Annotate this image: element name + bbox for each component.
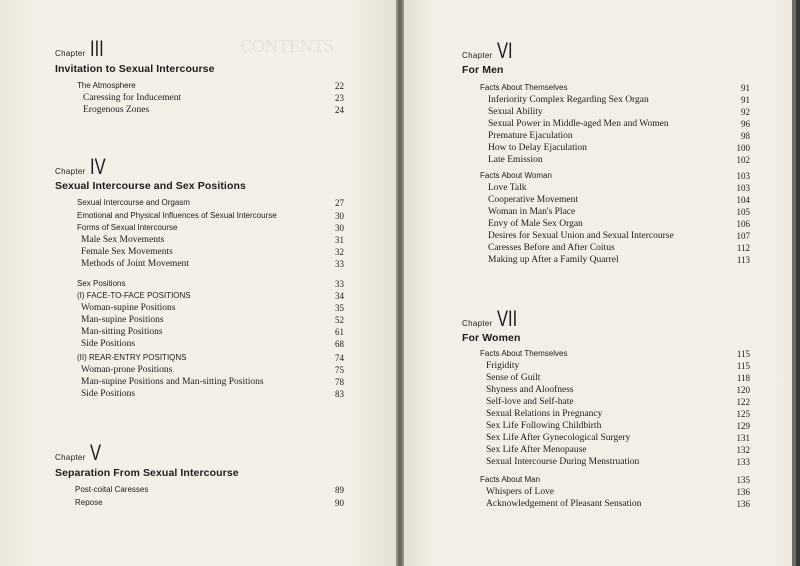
toc-entry: Man-sitting Positions bbox=[81, 327, 163, 337]
toc-page-number: 75 bbox=[335, 365, 344, 375]
chapter-3-heading bbox=[55, 36, 108, 62]
toc-entry: Sexual Intercourse During Menstruation bbox=[486, 457, 640, 467]
toc-entry: Premature Ejaculation bbox=[488, 131, 573, 141]
toc-page-number: 113 bbox=[736, 255, 750, 265]
toc-entry: Acknowledgement of Pleasant Sensation bbox=[486, 499, 642, 509]
toc-entry: Male Sex Movements bbox=[81, 235, 165, 245]
chapter-5-heading bbox=[55, 440, 104, 466]
toc-entry: Post-coital Caresses bbox=[75, 485, 149, 494]
chapter-6-heading bbox=[462, 38, 517, 64]
toc-entry: Caresses Before and After Coitus bbox=[488, 243, 615, 253]
toc-page-number: 132 bbox=[736, 445, 750, 455]
toc-entry: Sex Positions bbox=[77, 279, 126, 288]
toc-page-number: 102 bbox=[736, 155, 750, 165]
toc-page-number: 92 bbox=[741, 107, 750, 117]
toc-entry: The Atmosphere bbox=[77, 81, 136, 90]
chapter-word: Chapter bbox=[55, 49, 86, 58]
toc-entry: Late Emission bbox=[488, 155, 543, 165]
chapter-word: Chapter bbox=[55, 167, 86, 176]
toc-entry: Sex Life After Gynecological Surgery bbox=[486, 433, 631, 443]
toc-entry: Female Sex Movements bbox=[81, 247, 173, 257]
toc-entry: Cooperative Movement bbox=[488, 195, 578, 205]
toc-page-number: 31 bbox=[335, 235, 344, 245]
toc-page-number: 89 bbox=[335, 485, 344, 495]
toc-page-number: 98 bbox=[741, 131, 750, 141]
toc-page-number: 27 bbox=[335, 198, 344, 208]
toc-page-number: 61 bbox=[335, 327, 344, 337]
toc-page-number: 104 bbox=[736, 195, 750, 205]
toc-entry: Envy of Male Sex Organ bbox=[488, 219, 583, 229]
toc-entry: Woman-prone Positions bbox=[81, 365, 173, 375]
toc-page-number: 83 bbox=[335, 389, 344, 399]
toc-entry: Sexual Ability bbox=[488, 107, 543, 117]
toc-entry: (I) FACE-TO-FACE POSITIONS bbox=[77, 291, 191, 300]
toc-entry: Sex Life Following Childbirth bbox=[486, 421, 602, 431]
toc-entry: Erogenous Zones bbox=[83, 105, 150, 115]
bleed-through-text: CONTENTS bbox=[240, 36, 334, 56]
toc-page-number: 74 bbox=[335, 353, 344, 363]
toc-entry: Emotional and Physical Influences of Sexual Intercourse bbox=[77, 211, 277, 220]
toc-page-number: 91 bbox=[741, 83, 750, 93]
chapter-word: Chapter bbox=[55, 453, 86, 462]
toc-page-number: 136 bbox=[736, 499, 750, 509]
toc-page-number: 136 bbox=[736, 487, 750, 497]
toc-entry: Woman in Man's Place bbox=[488, 207, 576, 217]
toc-entry: Forms of Sexual Intercourse bbox=[77, 223, 178, 232]
chapter-number: VII bbox=[496, 306, 517, 331]
chapter-word: Chapter bbox=[462, 319, 493, 328]
toc-entry: Methods of Joint Movement bbox=[81, 259, 189, 269]
toc-entry: Inferiority Complex Regarding Sex Organ bbox=[488, 95, 649, 105]
chapter-7-heading bbox=[462, 306, 523, 332]
chapter-number: V bbox=[89, 440, 101, 465]
toc-page-number: 23 bbox=[335, 93, 344, 103]
chapter-3-title: Invitation to Sexual Intercourse bbox=[55, 63, 215, 75]
toc-entry: Facts About Themselves bbox=[480, 83, 568, 92]
toc-entry: Caressing for Inducement bbox=[83, 93, 182, 103]
toc-page-number: 22 bbox=[335, 81, 344, 91]
toc-page-number: 129 bbox=[736, 421, 750, 431]
toc-page-number: 90 bbox=[335, 498, 344, 508]
toc-entry: Sex Life After Menopause bbox=[486, 445, 587, 455]
toc-page-number: 133 bbox=[736, 457, 750, 467]
toc-entry: Shyness and Aloofness bbox=[486, 385, 574, 395]
toc-entry: Sexual Relations in Pregnancy bbox=[486, 409, 603, 419]
toc-entry: Woman-supine Positions bbox=[81, 303, 176, 313]
chapter-number: VI bbox=[496, 38, 513, 63]
toc-page-number: 103 bbox=[736, 183, 750, 193]
toc-page-number: 30 bbox=[335, 223, 344, 233]
toc-page-number: 78 bbox=[335, 377, 344, 387]
chapter-number: IV bbox=[89, 154, 106, 179]
chapter-word: Chapter bbox=[462, 51, 493, 60]
toc-entry: Facts About Woman bbox=[480, 171, 552, 180]
toc-page-number: 32 bbox=[335, 247, 344, 257]
toc-page-number: 115 bbox=[736, 361, 750, 371]
toc-page-number: 105 bbox=[736, 207, 750, 217]
toc-page-number: 100 bbox=[736, 143, 750, 153]
chapter-number: III bbox=[89, 36, 104, 61]
toc-page-number: 24 bbox=[335, 105, 344, 115]
toc-entry: Side Positions bbox=[81, 339, 136, 349]
toc-page-number: 106 bbox=[736, 219, 750, 229]
toc-page-number: 135 bbox=[736, 475, 750, 485]
toc-page-number: 96 bbox=[741, 119, 750, 129]
toc-entry: Sexual Power in Middle-aged Men and Women bbox=[488, 119, 669, 129]
toc-page-number: 35 bbox=[335, 303, 344, 313]
toc-entry: Self-love and Self-hate bbox=[486, 397, 574, 407]
toc-entry: Frigidity bbox=[486, 361, 520, 371]
chapter-4-title: Sexual Intercourse and Sex Positions bbox=[55, 180, 246, 192]
toc-page-number: 34 bbox=[335, 291, 344, 301]
toc-entry: How to Delay Ejaculation bbox=[488, 143, 587, 153]
toc-page-number: 30 bbox=[335, 211, 344, 221]
toc-page-number: 122 bbox=[736, 397, 750, 407]
toc-entry: Side Positions bbox=[81, 389, 136, 399]
toc-entry: Repose bbox=[75, 498, 103, 507]
toc-entry: Facts About Man bbox=[480, 475, 541, 484]
left-page bbox=[0, 0, 396, 566]
toc-page-number: 120 bbox=[736, 385, 750, 395]
toc-entry: Sexual Intercourse and Orgasm bbox=[77, 198, 190, 207]
toc-page-number: 118 bbox=[736, 373, 750, 383]
toc-page-number: 91 bbox=[741, 95, 750, 105]
toc-entry: Man-supine Positions and Man-sitting Positions bbox=[81, 377, 264, 387]
chapter-7-title: For Women bbox=[462, 332, 521, 344]
book-gutter bbox=[396, 0, 404, 566]
toc-entry: Love Talk bbox=[488, 183, 527, 193]
toc-page-number: 112 bbox=[736, 243, 750, 253]
toc-entry: Man-supine Positions bbox=[81, 315, 164, 325]
toc-page-number: 68 bbox=[335, 339, 344, 349]
toc-entry: Making up After a Family Quarrel bbox=[488, 255, 619, 265]
toc-entry: Desires for Sexual Union and Sexual Intercourse bbox=[488, 231, 674, 241]
toc-page-number: 33 bbox=[335, 259, 344, 269]
chapter-4-heading bbox=[55, 154, 110, 180]
toc-entry: (II) REAR-ENTRY POSITIQNS bbox=[77, 353, 187, 362]
toc-page-number: 52 bbox=[335, 315, 344, 325]
chapter-6-title: For Men bbox=[462, 64, 504, 76]
toc-entry: Facts About Themselves bbox=[480, 349, 568, 358]
toc-page-number: 103 bbox=[736, 171, 750, 181]
toc-page-number: 125 bbox=[736, 409, 750, 419]
toc-page-number: 131 bbox=[736, 433, 750, 443]
toc-page-number: 115 bbox=[736, 349, 750, 359]
toc-page-number: 107 bbox=[736, 231, 750, 241]
right-page bbox=[404, 0, 796, 566]
toc-page-number: 33 bbox=[335, 279, 344, 289]
toc-entry: Sense of Guilt bbox=[486, 373, 541, 383]
page-edge bbox=[792, 0, 796, 566]
chapter-5-title: Separation From Sexual Intercourse bbox=[55, 467, 239, 479]
toc-entry: Whispers of Love bbox=[486, 487, 555, 497]
